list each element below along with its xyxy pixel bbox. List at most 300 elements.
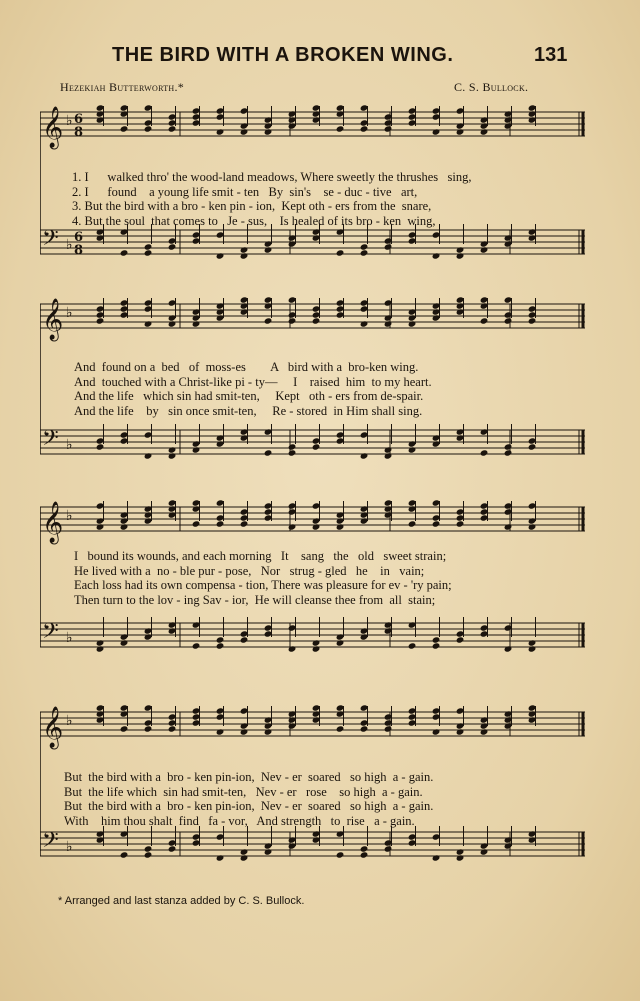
- note-head: [240, 848, 249, 855]
- note-head: [504, 296, 513, 303]
- note-head: [360, 633, 369, 640]
- lyricist-credit: Hezekiah Butterworth.*: [60, 80, 185, 94]
- note-head: [408, 707, 417, 714]
- treble-clef-icon: 𝄞: [42, 502, 64, 543]
- note-head: [360, 851, 369, 858]
- note-head: [96, 710, 105, 717]
- note-head: [360, 431, 369, 438]
- note-head: [504, 449, 513, 456]
- note-head: [96, 639, 105, 646]
- note-head: [408, 642, 417, 649]
- note-head: [432, 520, 441, 527]
- note-head: [168, 125, 177, 132]
- note-head: [96, 502, 105, 509]
- note-head: [264, 317, 273, 324]
- note-head: [384, 299, 393, 306]
- note-head: [528, 110, 537, 117]
- time-signature-top: 6: [74, 230, 84, 245]
- note-head: [360, 249, 369, 256]
- note-head: [504, 116, 513, 123]
- lyric-line: Then turn to the lov - ing Sav - ior, He will cleanse thee from all stain;: [74, 592, 436, 607]
- note-head: [528, 437, 537, 444]
- note-head: [360, 320, 369, 327]
- note-head: [240, 707, 249, 714]
- note-head: [312, 502, 321, 509]
- note-head: [96, 716, 105, 723]
- bass-clef-icon: 𝄢: [42, 426, 59, 456]
- note-head: [408, 440, 417, 447]
- note-head: [384, 499, 393, 506]
- note-head: [432, 854, 441, 861]
- note-head: [384, 320, 393, 327]
- note-head: [360, 845, 369, 852]
- note-head: [408, 308, 417, 315]
- note-head: [144, 627, 153, 634]
- note-head: [120, 704, 129, 711]
- note-head: [120, 299, 129, 306]
- note-head: [336, 639, 345, 646]
- note-head: [192, 713, 201, 720]
- note-head: [504, 311, 513, 318]
- music-system-4: [40, 700, 585, 890]
- note-head: [240, 514, 249, 521]
- note-head: [312, 110, 321, 117]
- note-head: [456, 122, 465, 129]
- note-head: [168, 452, 177, 459]
- note-head: [144, 452, 153, 459]
- note-head: [528, 639, 537, 646]
- note-head: [288, 710, 297, 717]
- note-head: [504, 716, 513, 723]
- note-head: [480, 246, 489, 253]
- note-head: [192, 505, 201, 512]
- note-head: [528, 104, 537, 111]
- note-head: [480, 502, 489, 509]
- note-head: [432, 713, 441, 720]
- note-head: [264, 514, 273, 521]
- note-head: [336, 110, 345, 117]
- note-head: [480, 722, 489, 729]
- note-head: [96, 836, 105, 843]
- note-head: [408, 107, 417, 114]
- note-head: [168, 320, 177, 327]
- note-head: [408, 119, 417, 126]
- note-head: [168, 237, 177, 244]
- note-head: [192, 308, 201, 315]
- note-head: [336, 633, 345, 640]
- note-head: [528, 228, 537, 235]
- note-head: [408, 621, 417, 628]
- note-head: [456, 308, 465, 315]
- note-head: [480, 428, 489, 435]
- note-head: [504, 624, 513, 631]
- note-head: [288, 311, 297, 318]
- note-head: [216, 514, 225, 521]
- note-head: [432, 514, 441, 521]
- note-head: [120, 523, 129, 530]
- note-head: [168, 511, 177, 518]
- note-head: [168, 621, 177, 628]
- note-head: [504, 722, 513, 729]
- note-head: [264, 246, 273, 253]
- lyric-line: 2. I found a young life smit - ten By sin's se - duc - tive art,: [72, 184, 418, 199]
- note-head: [240, 128, 249, 135]
- note-head: [504, 523, 513, 530]
- note-head: [288, 842, 297, 849]
- note-head: [528, 830, 537, 837]
- note-head: [384, 845, 393, 852]
- note-head: [288, 645, 297, 652]
- note-head: [168, 446, 177, 453]
- note-head: [120, 125, 129, 132]
- note-head: [432, 833, 441, 840]
- note-head: [480, 848, 489, 855]
- note-head: [528, 234, 537, 241]
- note-head: [120, 228, 129, 235]
- note-head: [96, 228, 105, 235]
- note-head: [504, 836, 513, 843]
- note-head: [240, 728, 249, 735]
- flat-icon: ♭: [66, 713, 73, 729]
- note-head: [96, 830, 105, 837]
- note-head: [312, 443, 321, 450]
- note-head: [264, 302, 273, 309]
- note-head: [408, 231, 417, 238]
- lyric-line: And touched with a Christ-like pi - ty— I raised him to my heart.: [74, 374, 432, 389]
- note-head: [264, 630, 273, 637]
- note-head: [480, 449, 489, 456]
- note-head: [336, 249, 345, 256]
- note-head: [120, 437, 129, 444]
- note-head: [216, 707, 225, 714]
- note-head: [360, 719, 369, 726]
- note-head: [192, 107, 201, 114]
- note-head: [312, 639, 321, 646]
- note-head: [408, 839, 417, 846]
- note-head: [384, 314, 393, 321]
- note-head: [264, 128, 273, 135]
- treble-clef-icon: 𝄞: [42, 107, 64, 148]
- note-head: [384, 113, 393, 120]
- note-head: [456, 252, 465, 259]
- note-head: [528, 502, 537, 509]
- note-head: [264, 122, 273, 129]
- note-head: [192, 237, 201, 244]
- flat-icon: ♭: [66, 113, 73, 129]
- lyric-line: 4. But the soul that comes to Je - sus, Is healed of its bro - ken wing,: [72, 213, 436, 228]
- note-head: [192, 446, 201, 453]
- note-head: [336, 228, 345, 235]
- note-head: [96, 110, 105, 117]
- note-head: [144, 119, 153, 126]
- note-head: [456, 854, 465, 861]
- bass-clef-icon: 𝄢: [42, 828, 59, 858]
- note-head: [240, 854, 249, 861]
- note-head: [96, 645, 105, 652]
- note-head: [504, 710, 513, 717]
- note-head: [456, 514, 465, 521]
- note-head: [192, 113, 201, 120]
- verse-lyrics: [74, 360, 594, 418]
- note-head: [360, 704, 369, 711]
- note-head: [384, 125, 393, 132]
- note-head: [336, 437, 345, 444]
- note-head: [216, 314, 225, 321]
- lyric-line: He lived with a no - ble pur - pose, Nor strug - gled he in vain;: [74, 563, 425, 578]
- note-head: [264, 624, 273, 631]
- note-head: [528, 443, 537, 450]
- verse-lyrics: [72, 170, 592, 228]
- note-head: [264, 848, 273, 855]
- note-head: [480, 240, 489, 247]
- note-head: [408, 237, 417, 244]
- note-head: [168, 499, 177, 506]
- note-head: [120, 517, 129, 524]
- note-head: [384, 713, 393, 720]
- note-head: [432, 308, 441, 315]
- note-head: [240, 520, 249, 527]
- note-head: [384, 243, 393, 250]
- note-head: [216, 520, 225, 527]
- note-head: [408, 314, 417, 321]
- note-head: [456, 296, 465, 303]
- lyric-line: And found on a bed of moss-es A bird with a bro-ken wing.: [74, 360, 419, 374]
- note-head: [192, 314, 201, 321]
- note-head: [288, 836, 297, 843]
- note-head: [528, 716, 537, 723]
- lyric-line: 1. I walked thro' the wood-land meadows, Where sweetly the thrushes sing,: [72, 170, 472, 184]
- note-head: [216, 854, 225, 861]
- note-head: [384, 839, 393, 846]
- note-head: [144, 505, 153, 512]
- note-head: [264, 116, 273, 123]
- note-head: [384, 452, 393, 459]
- note-head: [456, 434, 465, 441]
- note-head: [480, 630, 489, 637]
- note-head: [312, 437, 321, 444]
- note-head: [360, 517, 369, 524]
- note-head: [264, 502, 273, 509]
- note-head: [216, 252, 225, 259]
- note-head: [528, 305, 537, 312]
- note-head: [120, 110, 129, 117]
- note-head: [120, 511, 129, 518]
- note-head: [456, 630, 465, 637]
- note-head: [528, 710, 537, 717]
- note-head: [480, 296, 489, 303]
- note-head: [528, 317, 537, 324]
- note-head: [288, 234, 297, 241]
- note-head: [264, 842, 273, 849]
- note-head: [120, 851, 129, 858]
- time-signature-top: 6: [74, 112, 84, 127]
- note-head: [480, 122, 489, 129]
- note-head: [288, 624, 297, 631]
- note-head: [96, 305, 105, 312]
- note-head: [96, 437, 105, 444]
- note-head: [120, 311, 129, 318]
- note-head: [504, 508, 513, 515]
- note-head: [288, 502, 297, 509]
- note-head: [528, 116, 537, 123]
- lyric-line: And the life by sin once smit-ten, Re - stored in Him shall sing.: [74, 403, 423, 418]
- note-head: [192, 440, 201, 447]
- note-head: [192, 520, 201, 527]
- note-head: [264, 296, 273, 303]
- note-head: [360, 119, 369, 126]
- note-head: [528, 704, 537, 711]
- note-head: [336, 104, 345, 111]
- note-head: [432, 314, 441, 321]
- note-head: [504, 240, 513, 247]
- note-head: [288, 116, 297, 123]
- note-head: [336, 517, 345, 524]
- note-head: [480, 508, 489, 515]
- note-head: [432, 107, 441, 114]
- note-head: [384, 719, 393, 726]
- note-head: [456, 508, 465, 515]
- note-head: [168, 314, 177, 321]
- note-head: [360, 452, 369, 459]
- note-head: [336, 305, 345, 312]
- note-head: [240, 722, 249, 729]
- note-head: [384, 725, 393, 732]
- note-head: [216, 128, 225, 135]
- note-head: [528, 517, 537, 524]
- note-head: [144, 633, 153, 640]
- lyric-line: But the bird with a bro - ken pin-ion, Nev - er soared so high a - gain.: [64, 770, 434, 784]
- note-head: [432, 252, 441, 259]
- note-head: [216, 713, 225, 720]
- note-head: [120, 633, 129, 640]
- note-head: [480, 128, 489, 135]
- note-head: [480, 317, 489, 324]
- note-head: [336, 710, 345, 717]
- lyric-line: Each loss had its own compensa - tion, There was pleasure for ev - 'ry pain;: [74, 578, 452, 592]
- note-head: [216, 434, 225, 441]
- note-head: [432, 113, 441, 120]
- footnote: * Arranged and last stanza added by C. S. Bullock.: [58, 895, 305, 907]
- page-number: 131: [534, 44, 568, 66]
- note-head: [336, 125, 345, 132]
- note-head: [312, 704, 321, 711]
- note-head: [144, 719, 153, 726]
- treble-clef-icon: 𝄞: [42, 299, 64, 340]
- verse-lyrics: [74, 549, 594, 607]
- note-head: [240, 434, 249, 441]
- note-head: [312, 228, 321, 235]
- note-head: [360, 243, 369, 250]
- note-head: [288, 317, 297, 324]
- music-system-2: [40, 292, 585, 472]
- lyric-line: With him thou shalt find fa - vor, And strength to rise a - gain.: [64, 813, 415, 828]
- note-head: [192, 231, 201, 238]
- note-head: [264, 728, 273, 735]
- note-head: [96, 517, 105, 524]
- note-head: [168, 839, 177, 846]
- note-head: [192, 621, 201, 628]
- note-head: [384, 505, 393, 512]
- note-head: [336, 851, 345, 858]
- time-signature-bottom: 8: [74, 243, 84, 258]
- note-head: [360, 305, 369, 312]
- note-head: [456, 428, 465, 435]
- note-head: [312, 311, 321, 318]
- note-head: [216, 642, 225, 649]
- note-head: [240, 302, 249, 309]
- note-head: [144, 320, 153, 327]
- note-head: [240, 122, 249, 129]
- note-head: [456, 520, 465, 527]
- hymn-title: THE BIRD WITH A BROKEN WING.: [112, 44, 454, 66]
- note-head: [336, 830, 345, 837]
- note-head: [480, 302, 489, 309]
- note-head: [456, 128, 465, 135]
- bass-clef-icon: 𝄢: [42, 619, 59, 649]
- note-head: [168, 719, 177, 726]
- note-head: [192, 839, 201, 846]
- note-head: [216, 728, 225, 735]
- note-head: [240, 107, 249, 114]
- note-head: [192, 833, 201, 840]
- note-head: [408, 505, 417, 512]
- note-head: [384, 237, 393, 244]
- note-head: [120, 104, 129, 111]
- lyric-line: I bound its wounds, and each morning It sang the old sweet strain;: [74, 549, 447, 563]
- bass-clef-icon: 𝄢: [42, 226, 59, 256]
- note-head: [288, 443, 297, 450]
- note-head: [456, 246, 465, 253]
- flat-icon: ♭: [66, 237, 73, 253]
- note-head: [408, 113, 417, 120]
- note-head: [96, 317, 105, 324]
- note-head: [240, 246, 249, 253]
- note-head: [432, 642, 441, 649]
- note-head: [120, 710, 129, 717]
- note-head: [288, 449, 297, 456]
- note-head: [288, 722, 297, 729]
- lyric-line: 3. But the bird with a bro - ken pin - ion, Kept oth - ers from the snare,: [72, 199, 432, 213]
- note-head: [240, 428, 249, 435]
- note-head: [360, 505, 369, 512]
- note-head: [264, 240, 273, 247]
- flat-icon: ♭: [66, 508, 73, 524]
- note-head: [144, 704, 153, 711]
- note-head: [432, 440, 441, 447]
- note-head: [120, 249, 129, 256]
- note-head: [336, 431, 345, 438]
- note-head: [240, 508, 249, 515]
- note-head: [216, 308, 225, 315]
- note-head: [144, 243, 153, 250]
- note-head: [288, 240, 297, 247]
- note-head: [240, 296, 249, 303]
- note-head: [216, 107, 225, 114]
- note-head: [216, 833, 225, 840]
- note-head: [264, 449, 273, 456]
- note-head: [312, 317, 321, 324]
- time-signature-bottom: 8: [74, 125, 84, 140]
- note-head: [336, 523, 345, 530]
- note-head: [504, 502, 513, 509]
- note-head: [456, 707, 465, 714]
- note-head: [120, 725, 129, 732]
- note-head: [192, 499, 201, 506]
- note-head: [480, 116, 489, 123]
- note-head: [360, 299, 369, 306]
- note-head: [432, 128, 441, 135]
- note-head: [312, 116, 321, 123]
